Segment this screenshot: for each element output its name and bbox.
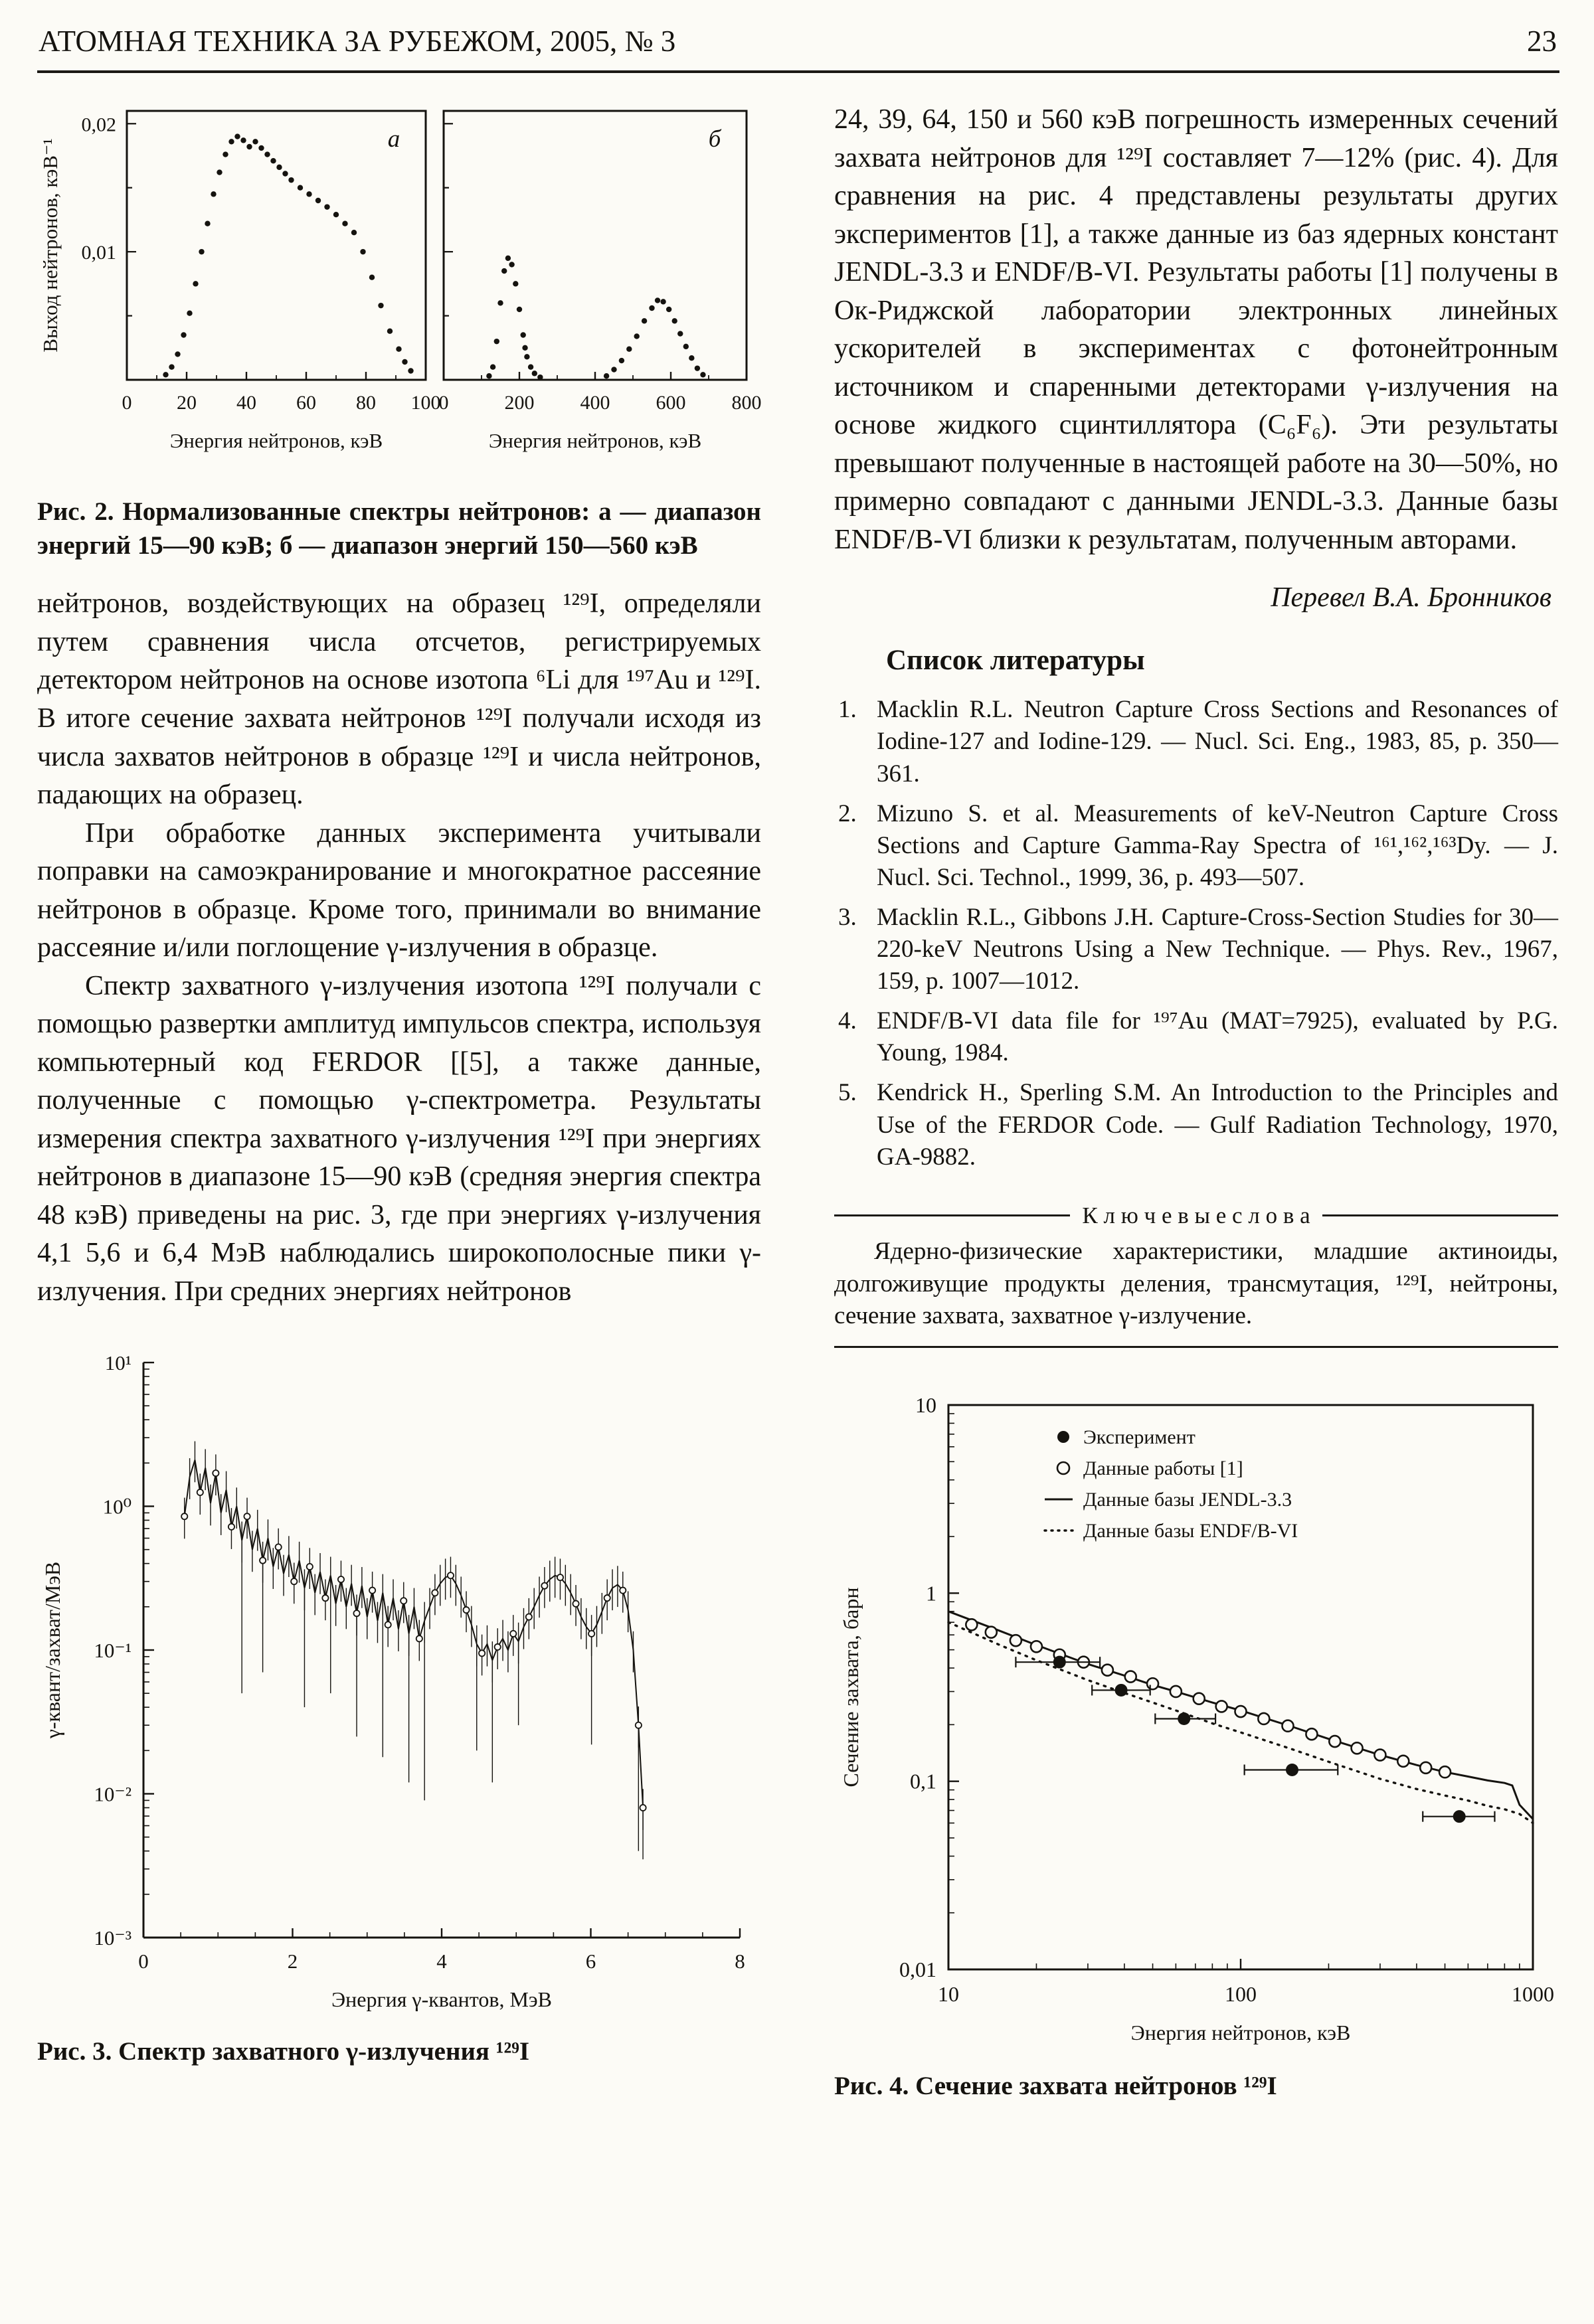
- reference-list: [834, 694, 1558, 1173]
- svg-text:Энергия нейтронов, кэВ: Энергия нейтронов, кэВ: [1130, 2021, 1351, 2045]
- svg-text:Данные работы [1]: Данные работы [1]: [1083, 1457, 1243, 1480]
- keywords-rule-left: [834, 1214, 1070, 1216]
- svg-text:Данные базы JENDL-3.3: Данные базы JENDL-3.3: [1083, 1489, 1292, 1511]
- svg-text:800: 800: [731, 392, 761, 414]
- paragraph: нейтронов, воздействующих на образец ¹²⁹I, определяли путем сравнения числа отсчетов, регистрируемых детектором нейтронов на основе изотопа ⁶Li для ¹⁹⁷Au и ¹²⁹I. В итоге сечение захвата нейтронов ¹²⁹I получали исходя из числа захватов нейтронов в образце ¹²⁹I и числа нейтронов, падающих на образец.: [37, 588, 761, 811]
- svg-text:200: 200: [504, 392, 535, 414]
- keywords-title: К л ю ч е в ы е с л о в а: [1082, 1202, 1310, 1228]
- reference-item: [834, 798, 1558, 894]
- svg-text:2: 2: [287, 1950, 298, 1973]
- svg-text:10: 10: [915, 1393, 936, 1418]
- svg-text:1000: 1000: [1512, 1982, 1554, 2007]
- figure-4: [834, 1382, 1558, 2104]
- reference-number: 3.: [838, 903, 857, 931]
- svg-text:8: 8: [735, 1950, 745, 1973]
- keywords-text: Ядерно-физические характеристики, младшие актиноиды, долгоживущие продукты деления, трансмутация, ¹²⁹I, нейтроны, сечение захвата, захватное γ-излучение.: [834, 1237, 1558, 1330]
- svg-text:Данные базы ENDF/B-VI: Данные базы ENDF/B-VI: [1083, 1520, 1298, 1542]
- reference-text: Kendrick H., Sperling S.M. An Introduction to the Principles and Use of the FERDOR Code. — Gulf Radiation Technology, 1970, GA-9882.: [877, 1079, 1558, 1171]
- reference-item: [834, 1005, 1558, 1069]
- svg-text:100: 100: [1225, 1982, 1257, 2007]
- svg-text:0: 0: [138, 1950, 149, 1973]
- keywords-rule-right: [1322, 1214, 1558, 1216]
- figure-3: [37, 1348, 761, 2069]
- svg-text:600: 600: [656, 392, 686, 414]
- reference-text: Macklin R.L. Neutron Capture Cross Sections and Resonances of Iodine-127 and Iodine-129. — Nucl. Sci. Eng., 1983, 85, p. 350—361.: [877, 696, 1558, 788]
- svg-text:20: 20: [177, 392, 197, 414]
- svg-text:а: а: [387, 125, 400, 153]
- svg-text:10⁻¹: 10⁻¹: [94, 1639, 132, 1663]
- svg-text:0,01: 0,01: [899, 1957, 936, 1982]
- keywords-header: [834, 1203, 1558, 1229]
- reference-number: 5.: [838, 1079, 857, 1107]
- reference-item: [834, 902, 1558, 997]
- svg-text:10: 10: [938, 1982, 959, 2007]
- reference-number: 2.: [838, 799, 857, 827]
- reference-item: [834, 694, 1558, 789]
- reference-text: ENDF/B-VI data file for ¹⁹⁷Au (MAT=7925), evaluated by P.G. Young, 1984.: [877, 1007, 1558, 1067]
- translator-line: Перевел В.А. Бронников: [1271, 582, 1551, 614]
- svg-text:Эксперимент: Эксперимент: [1083, 1426, 1196, 1449]
- right-body-text: [834, 101, 1558, 559]
- reference-text: Mizuno S. et al. Measurements of keV-Neutron Capture Cross Sections and Capture Gamma-Ray Spectra of ¹⁶¹,¹⁶²,¹⁶³Dy. — J. Nucl. Sci. Technol., 1999, 36, p. 493—507.: [877, 799, 1558, 891]
- figure4-caption: Рис. 4. Сечение захвата нейтронов ¹²⁹I: [834, 2072, 1277, 2101]
- paragraph: При обработке данных эксперимента учитывали поправки на самоэкранирование и многократное рассеяние нейтронов в образце. Кроме того, принимали во внимание рассеяние и/или поглощение γ-излучения в образце.: [37, 817, 761, 963]
- figure2-caption: Рис. 2. Нормализованные спектры нейтронов: а — диапазон энергий 15—90 кэВ; б — диапазон энергий 150—560 кэВ: [37, 497, 761, 560]
- svg-text:0: 0: [122, 392, 132, 414]
- svg-text:4: 4: [436, 1950, 447, 1973]
- svg-text:Сечение захвата, барн: Сечение захвата, барн: [839, 1587, 863, 1787]
- left-body-text: [37, 585, 761, 1311]
- svg-text:γ-квант/захват/МэВ: γ-квант/захват/МэВ: [41, 1562, 64, 1739]
- svg-text:6: 6: [585, 1950, 596, 1973]
- svg-text:400: 400: [580, 392, 610, 414]
- svg-text:10⁰: 10⁰: [102, 1495, 132, 1519]
- svg-text:Энергия нейтронов, кэВ: Энергия нейтронов, кэВ: [169, 429, 383, 452]
- figure3-plot: [37, 1348, 761, 2022]
- svg-text:Выход нейтронов, кэВ⁻¹: Выход нейтронов, кэВ⁻¹: [39, 138, 62, 353]
- reference-number: 1.: [838, 696, 857, 724]
- svg-text:60: 60: [296, 392, 316, 414]
- paragraph: Спектр захватного γ-излучения изотопа ¹²⁹I получали с помощью развертки амплитуд импульсов спектра, используя компьютерный код FERDOR [[5], а также данные, полученные с помощью γ-спектрометра. Результаты измерения спектра захватного γ-излучения ¹²⁹I при энергиях нейтронов в диапазоне 15—90 кэВ (средняя энергия спектра 48 кэВ) приведены на рис. 3, где при энергиях γ-излучения 4,1 5,6 и 6,4 МэВ наблюдались широкополосные пики γ-излучения. При средних энергиях нейтронов: [37, 970, 761, 1307]
- svg-text:0,1: 0,1: [910, 1769, 936, 1793]
- svg-text:10⁻³: 10⁻³: [94, 1926, 132, 1950]
- references-heading: Список литературы: [886, 645, 1145, 677]
- reference-number: 4.: [838, 1007, 857, 1035]
- left-column: [37, 101, 761, 2104]
- svg-text:Энергия нейтронов, кэВ: Энергия нейтронов, кэВ: [488, 429, 702, 452]
- paragraph: 24, 39, 64, 150 и 560 кэВ погрешность измеренных сечений захвата нейтронов для ¹²⁹I составляет 7—12% (рис. 4). Для сравнения на рис. 4 представлены результаты других экспериментов [1], а также данные из баз ядерных констант JENDL-3.3 и ENDF/B-VI. Результаты работы [1] получены в Ок-Риджской лаборатории электронных линейных ускорителей в экспериментах с фотонейтронным источником и спаренными детекторами γ-излучения на основе жидкого сцинтиллятора (C₆F₆). Эти результаты превышают полученные в настоящей работе на 30—50%, но примерно совпадают с данными JENDL-3.3. Данные базы ENDF/B-VI близки к результатам, полученным авторами.: [834, 104, 1558, 555]
- page-header: [37, 17, 1559, 73]
- svg-text:0,01: 0,01: [81, 242, 116, 264]
- svg-text:80: 80: [356, 392, 376, 414]
- svg-text:Энергия γ-квантов, МэВ: Энергия γ-квантов, МэВ: [331, 1987, 552, 2012]
- svg-text:40: 40: [236, 392, 256, 414]
- page-number: 23: [1527, 25, 1557, 58]
- figure4-plot: [834, 1382, 1558, 2056]
- journal-title: АТОМНАЯ ТЕХНИКА ЗА РУБЕЖОМ, 2005, № 3: [39, 25, 676, 58]
- svg-text:10⁻²: 10⁻²: [94, 1782, 132, 1806]
- svg-text:0,02: 0,02: [81, 114, 116, 136]
- svg-text:0: 0: [438, 392, 449, 414]
- reference-text: Macklin R.L., Gibbons J.H. Capture-Cross-Section Studies for 30—220-keV Neutrons Using a New Technique. — Phys. Rev., 1967, 159, p. 1007—1012.: [877, 903, 1558, 995]
- reference-item: [834, 1077, 1558, 1173]
- two-column-layout: [37, 101, 1559, 2104]
- svg-text:1: 1: [926, 1581, 936, 1606]
- keywords-section: [834, 1203, 1558, 1348]
- figure2-plot: [37, 101, 761, 479]
- svg-text:100: 100: [410, 392, 441, 414]
- svg-text:10¹: 10¹: [104, 1351, 132, 1375]
- figure-2: [37, 101, 761, 562]
- svg-text:б: б: [708, 125, 721, 153]
- right-column: [834, 101, 1558, 2104]
- figure3-caption: Рис. 3. Спектр захватного γ-излучения ¹²⁹I: [37, 2037, 530, 2066]
